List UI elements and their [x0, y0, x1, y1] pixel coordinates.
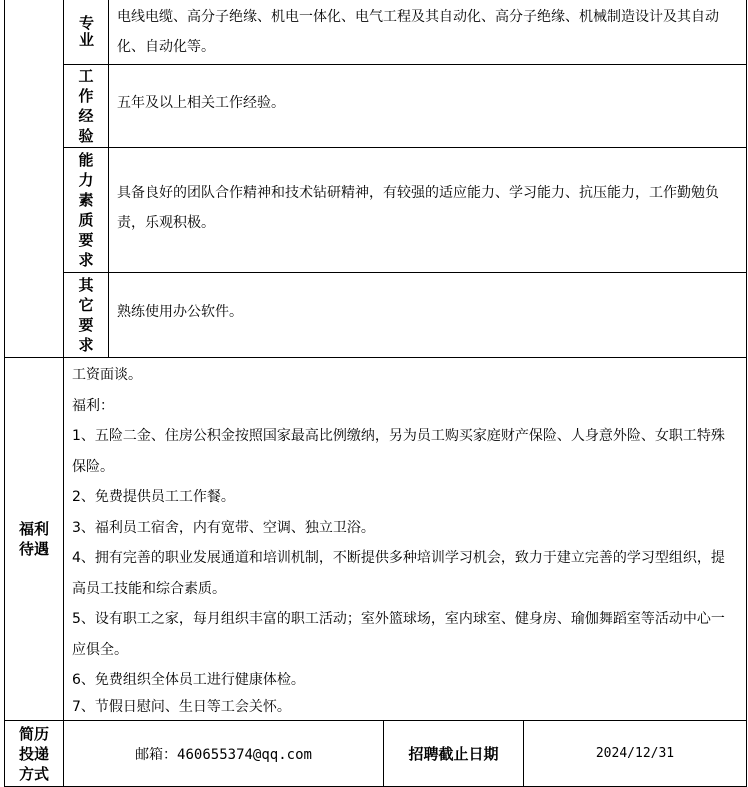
- ability-label-char: 质: [78, 211, 94, 229]
- benefit-item: 3、福利员工宿舍，内有宽带、空调、独立卫浴。: [72, 519, 375, 536]
- email-text: 邮箱：460655374@qq.com: [135, 746, 312, 763]
- major-label-cell: [64, 0, 109, 65]
- contact-label: 简历: [18, 724, 49, 743]
- benefit-item: 1、五险二金、住房公积金按照国家最高比例缴纳，另为员工购买家庭财产保险、人身意外险、女职工特殊保险。: [72, 428, 725, 475]
- ability-text: 具备良好的团队合作精神和技术钻研精神，有较强的适应能力、学习能力、抗压能力，工作勤勉负责，乐观积极。: [117, 185, 719, 231]
- benefits-label: 福利: [18, 520, 49, 538]
- experience-text-cell: [109, 65, 747, 148]
- other-text-cell: [109, 273, 747, 358]
- ability-label-char: 力: [78, 171, 94, 189]
- other-label-cell: [64, 273, 109, 358]
- experience-label-char: 验: [78, 127, 94, 145]
- experience-label-char: 作: [78, 87, 94, 105]
- benefits-text-cell: [64, 358, 747, 721]
- ability-label-cell: [64, 148, 109, 273]
- experience-text: 五年及以上相关工作经验。: [117, 95, 285, 111]
- contact-label: 方式: [18, 764, 49, 783]
- other-label-char: 求: [78, 336, 94, 354]
- benefits-label: 待遇: [18, 540, 49, 558]
- major-text: 电线电缆、高分子绝缘、机电一体化、电气工程及其自动化、高分子绝缘、机械制造设计及其自动化、自动化等。: [117, 9, 719, 55]
- experience-label-cell: [64, 65, 109, 148]
- benefits-label-cell: [4, 358, 64, 721]
- major-text-cell: [109, 0, 747, 65]
- ability-label-char: 素: [78, 191, 94, 209]
- other-label-char: 要: [78, 316, 94, 334]
- benefits-heading: 福利：: [72, 397, 114, 414]
- benefit-item: 6、免费组织全体员工进行健康体检。: [72, 672, 305, 688]
- contact-label-cell: [4, 721, 64, 787]
- benefit-item: 2、免费提供员工工作餐。: [72, 489, 235, 505]
- other-text: 熟练使用办公软件。: [117, 304, 243, 320]
- deadline-label-cell: [384, 721, 524, 787]
- ability-label-char: 求: [78, 251, 94, 269]
- deadline-value-cell: [524, 721, 747, 787]
- benefit-item: 5、设有职工之家，每月组织丰富的职工活动；室外篮球场，室内球室、健身房、瑜伽舞蹈室等活动中心一应俱全。: [72, 611, 725, 658]
- ability-label-char: 能: [78, 151, 94, 169]
- experience-label-char: 工: [78, 67, 94, 85]
- other-label-char: 其: [78, 276, 94, 294]
- benefit-item: 4、拥有完善的职业发展通道和培训机制，不断提供多种培训学习机会，致力于建立完善的学习型组织，提高员工技能和综合素质。: [72, 550, 725, 597]
- experience-label-char: 经: [78, 107, 94, 125]
- email-cell: [64, 721, 384, 787]
- benefits-content: [64, 358, 746, 718]
- major-label: 专业: [77, 15, 95, 49]
- other-label-char: 它: [78, 296, 94, 314]
- deadline-label: 招聘截止日期: [408, 744, 499, 763]
- benefits-salary: 工资面谈。: [72, 367, 142, 383]
- ability-text-cell: [109, 148, 747, 273]
- ability-label-char: 要: [78, 231, 94, 249]
- deadline-value: 2024/12/31: [595, 746, 675, 761]
- benefit-item: 7、节假日慰问、生日等工会关怀。: [72, 698, 291, 715]
- contact-label: 投递: [18, 744, 49, 763]
- left-blank-cell: [4, 0, 64, 358]
